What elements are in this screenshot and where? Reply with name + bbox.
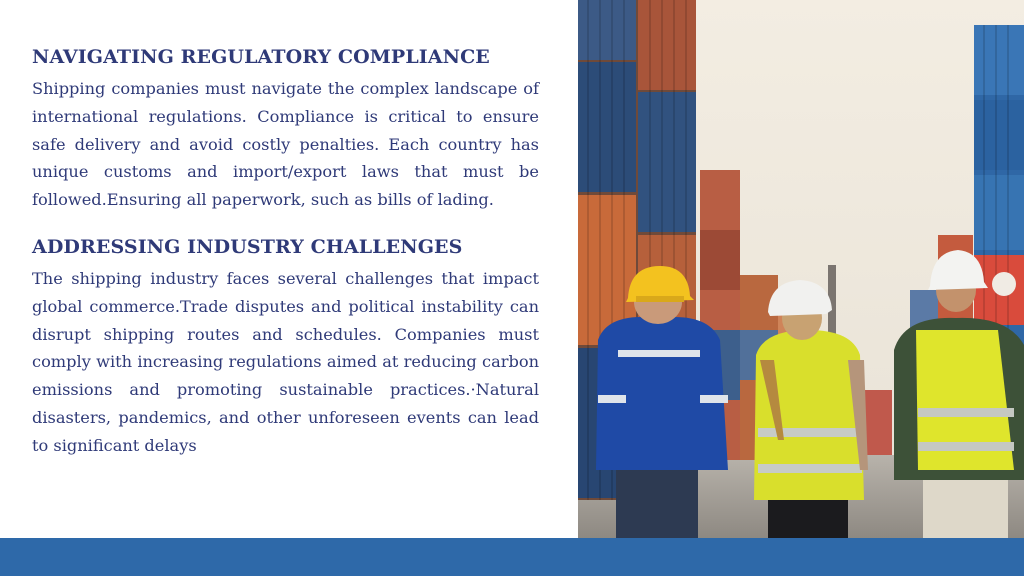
section-heading-challenges: ADDRESSING INDUSTRY CHALLENGES — [32, 235, 463, 258]
section-body-compliance: Shipping companies must navigate the complex landscape of international regulations. Compliance is critical to ensure safe delivery and avoid costly penalties. Each country has unique customs and import/export laws that must be followed.Ensuring all paperwork, such as bills of lading. — [32, 79, 539, 210]
footer-bar — [0, 538, 1024, 576]
section-body-challenges: The shipping industry faces several challenges that impact global commerce.Trade disputes and political instability can disrupt shipping routes and schedules. Companies must comply with increasing regulations aimed at reducing carbon emissions and promoting sustainable practices.·Natural disasters, pandemics, and other unforeseen events can lead to significant delays — [32, 268, 539, 455]
text-column — [32, 42, 539, 460]
port-workers-photo — [578, 0, 1024, 538]
section-heading-compliance: NAVIGATING REGULATORY COMPLIANCE — [32, 46, 490, 68]
